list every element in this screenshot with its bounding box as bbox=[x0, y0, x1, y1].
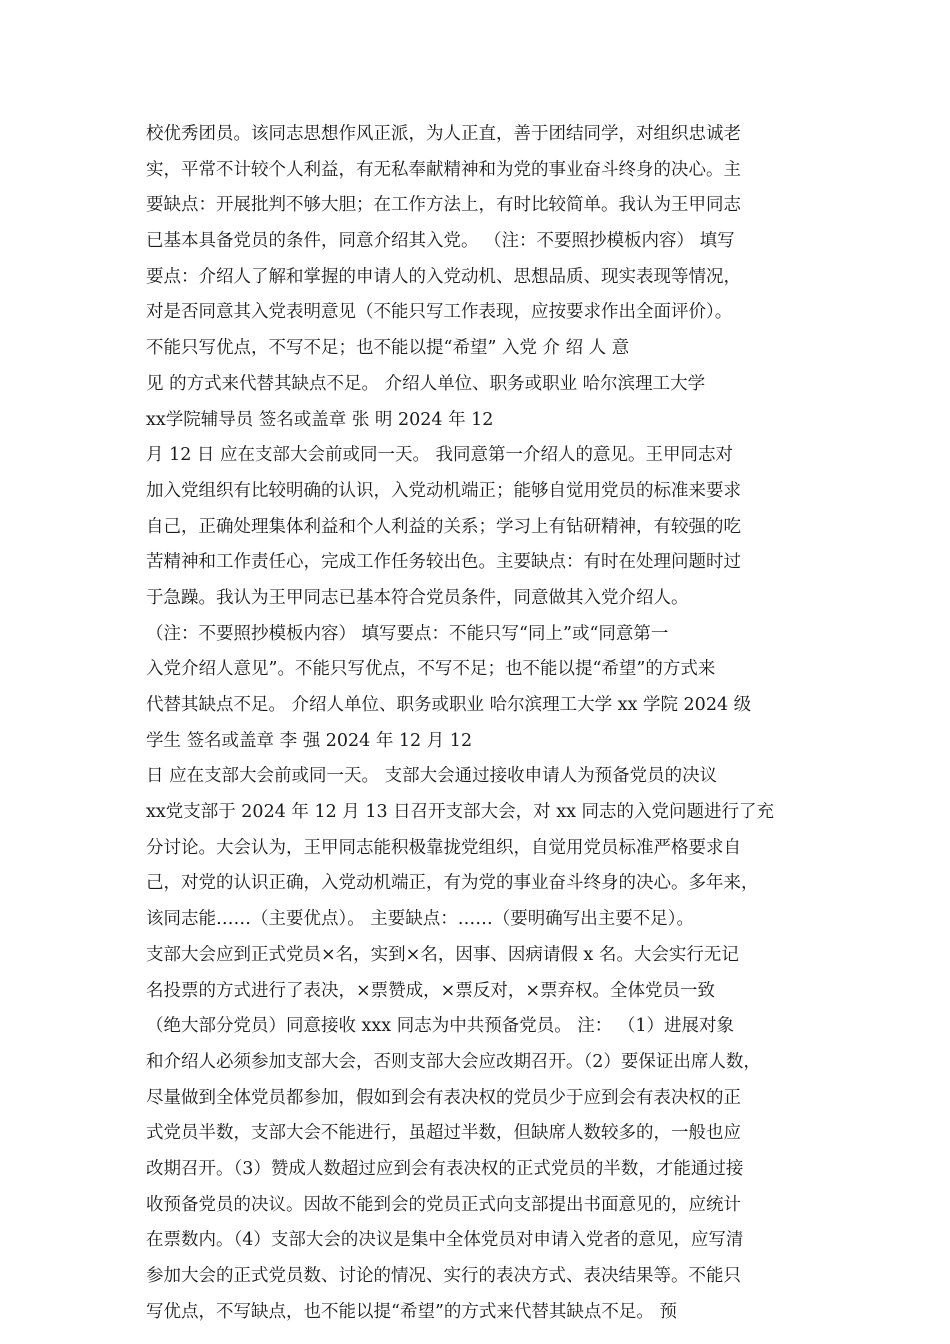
body-text-line: 于急躁。我认为王甲同志已基本符合党员条件，同意做其入党介绍人。 bbox=[146, 587, 689, 608]
body-text-line: xx党支部于 2024 年 12 月 13 日召开支部大会，对 xx 同志的入党问题进行了充 bbox=[146, 802, 775, 823]
body-text-line: 写优点，不写缺点，也不能以提“希望”的方式来代替其缺点不足。 预 bbox=[146, 1301, 677, 1322]
body-text-line: 见 的方式来代替其缺点不足。 介绍人单位、职务或职业 哈尔滨理工大学 bbox=[146, 373, 706, 394]
body-text-line: 支部大会应到正式党员×名，实到×名，因事、因病请假 x 名。大会实行无记 bbox=[146, 944, 739, 965]
body-text-line: 分讨论。大会认为，王甲同志能积极靠拢党组织，自觉用党员标准严格要求自 bbox=[146, 837, 741, 858]
body-text-line: xx学院辅导员 签名或盖章 张 明 2024 年 12 bbox=[146, 409, 494, 430]
body-text-line: 要点：介绍人了解和掌握的申请人的入党动机、思想品质、现实表现等情况， bbox=[146, 266, 741, 287]
body-text-line: 参加大会的正式党员数、讨论的情况、实行的表决方式、表决结果等。不能只 bbox=[146, 1266, 741, 1286]
body-text-line: 实，平常不计较个人利益，有无私奉献精神和为党的事业奋斗终身的决心。主 bbox=[146, 159, 741, 180]
body-text-line: 该同志能……（主要优点）。 主要缺点：……（要明确写出主要不足）。 bbox=[146, 909, 695, 930]
body-text-line: 改期召开。（3）赞成人数超过应到会有表决权的正式党员的半数，才能通过接 bbox=[146, 1158, 744, 1179]
body-text-line: 已基本具备党员的条件，同意介绍其入党。 （注：不要照抄模板内容） 填写 bbox=[146, 231, 735, 252]
body-text-line: 不能只写优点，不写不足；也不能以提“希望” 入党 介 绍 人 意 bbox=[146, 338, 630, 359]
body-text-line: 对是否同意其入党表明意见（不能只写工作表现，应按要求作出全面评价）。 bbox=[146, 302, 733, 323]
body-text-line: 日 应在支部大会前或同一天。 支部大会通过接收申请人为预备党员的决议 bbox=[146, 766, 718, 787]
body-text-line: 代替其缺点不足。 介绍人单位、职务或职业 哈尔滨理工大学 xx 学院 2024 级 bbox=[146, 695, 752, 715]
body-text-line: 加入党组织有比较明确的认识，入党动机端正；能够自觉用党员的标准来要求 bbox=[146, 480, 741, 501]
body-text-line: 苦精神和工作责任心，完成工作任务较出色。主要缺点：有时在处理问题时过 bbox=[146, 552, 741, 573]
body-text-line: 要缺点：开展批判不够大胆；在工作方法上，有时比较简单。我认为王甲同志 bbox=[146, 195, 741, 216]
body-text-line: （注：不要照抄模板内容） 填写要点：不能只写“同上”或“同意第一 bbox=[146, 623, 669, 644]
body-text-line: 己，对党的认识正确，入党动机端正，有为党的事业奋斗终身的决心。多年来， bbox=[146, 873, 759, 894]
body-text-line: 校优秀团员。该同志思想作风正派，为人正直，善于团结同学，对组织忠诚老 bbox=[146, 124, 741, 144]
body-text-line: 学生 签名或盖章 李 强 2024 年 12 月 12 bbox=[146, 730, 473, 751]
body-text-line: 在票数内。（4）支部大会的决议是集中全体党员对申请入党者的意见，应写清 bbox=[146, 1230, 744, 1251]
document-body bbox=[146, 117, 816, 1330]
body-text-line: 和介绍人必须参加支部大会，否则支部大会应改期召开。（2）要保证出席人数， bbox=[146, 1051, 761, 1072]
body-text-line: 尽量做到全体党员都参加，假如到会有表决权的党员少于应到会有表决权的正 bbox=[146, 1087, 741, 1108]
body-text-line: （绝大部分党员）同意接收 xxx 同志为中共预备党员。 注： （1）进展对象 bbox=[146, 1016, 734, 1037]
body-text-line: 入党介绍人意见”。不能只写优点，不写不足；也不能以提“希望”的方式来 bbox=[146, 659, 716, 680]
body-text-line: 式党员半数，支部大会不能进行，虽超过半数，但缺席人数较多的，一般也应 bbox=[146, 1123, 741, 1144]
body-text-line: 名投票的方式进行了表决，×票赞成，×票反对，×票弃权。全体党员一致 bbox=[146, 980, 715, 1001]
body-text-line: 收预备党员的决议。因故不能到会的党员正式向支部提出书面意见的，应统计 bbox=[146, 1194, 741, 1215]
body-text-line: 月 12 日 应在支部大会前或同一天。 我同意第一介绍人的意见。王甲同志对 bbox=[146, 445, 734, 466]
body-text-line: 自己，正确处理集体利益和个人利益的关系；学习上有钻研精神，有较强的吃 bbox=[146, 516, 741, 537]
